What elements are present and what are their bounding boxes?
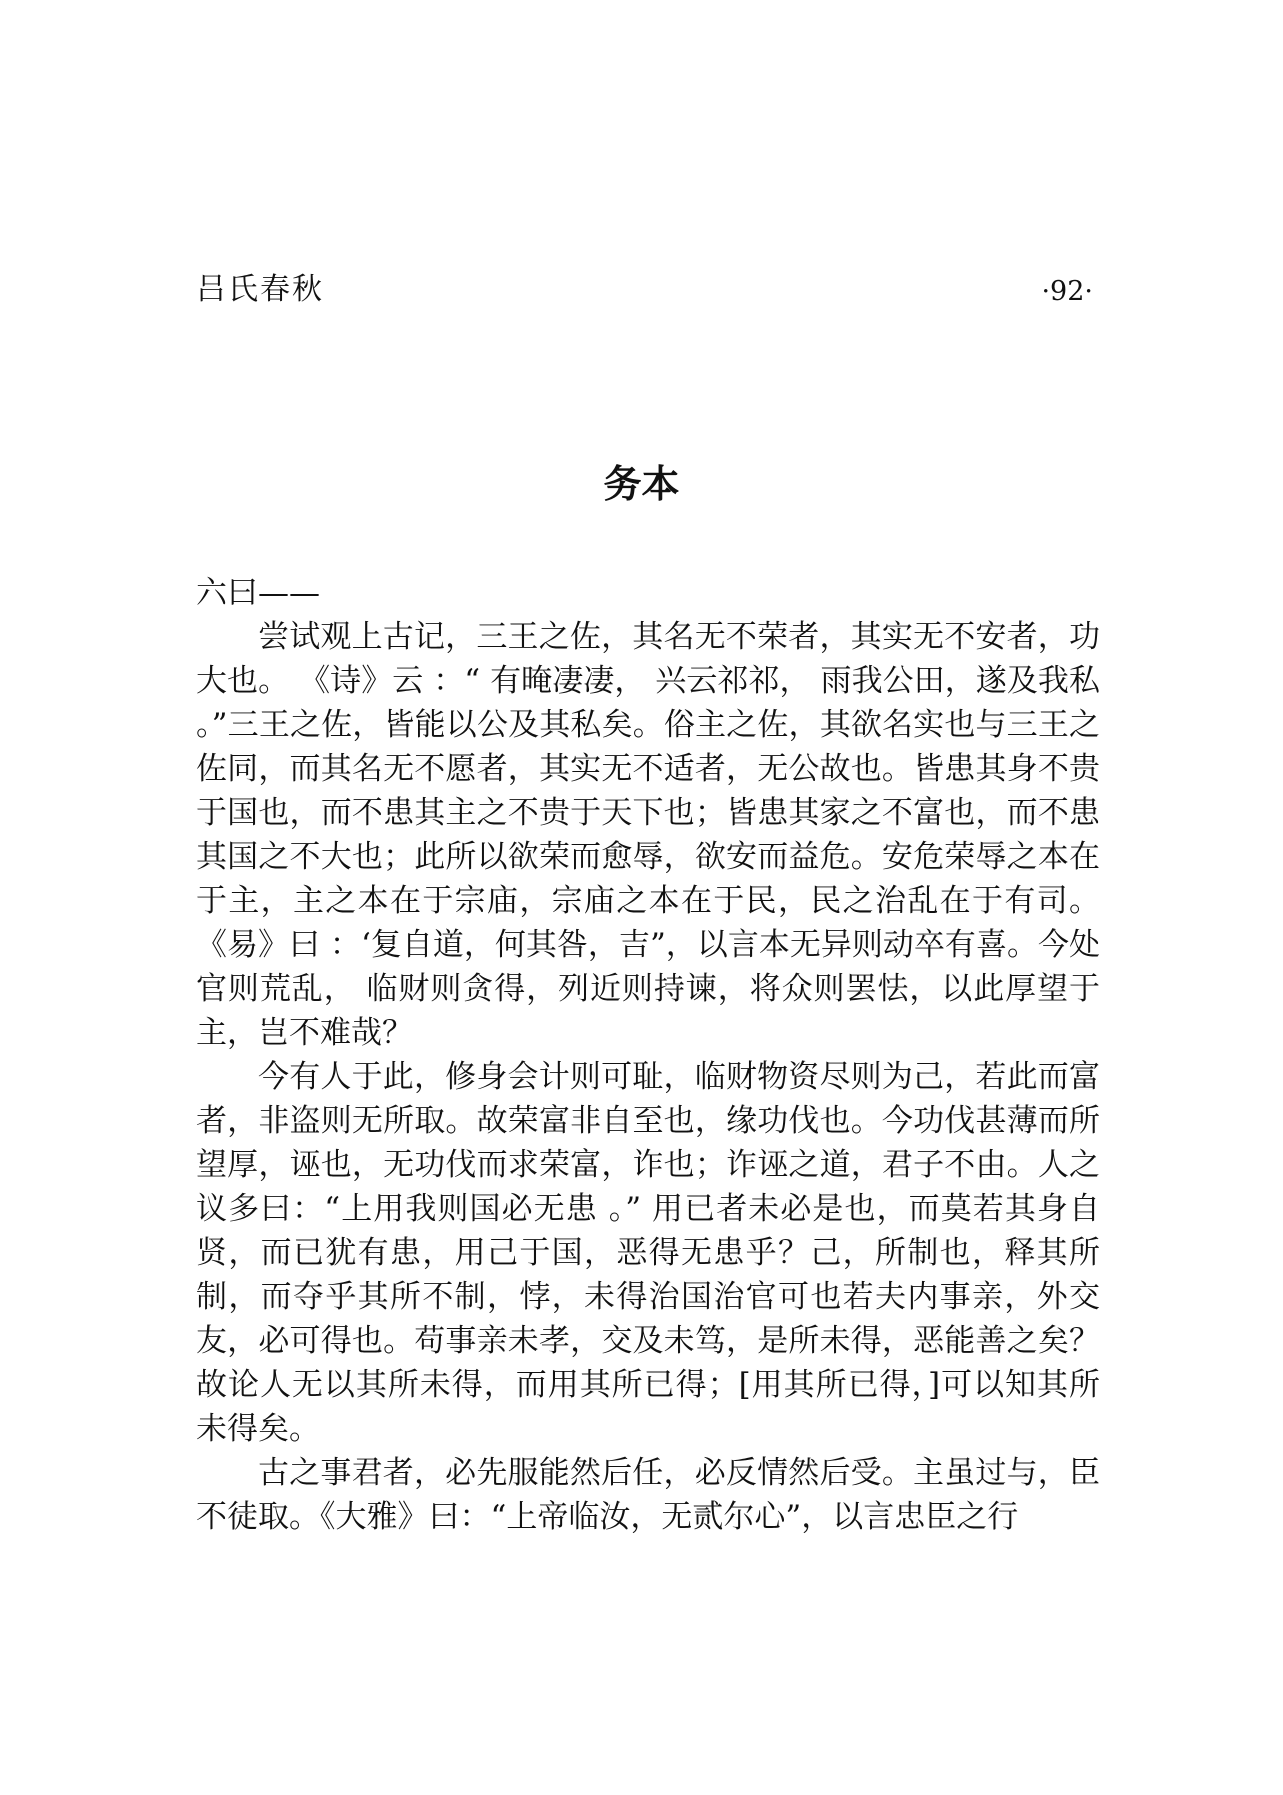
chapter-title: 务本	[603, 462, 680, 506]
date-line: 六曰——	[196, 575, 320, 611]
body-text	[196, 571, 1100, 1539]
paragraph-1: 尝试观上古记，三王之佐，其名无不荣者，其实无不安者，功大也。 《诗》云 ：“ 有晻凄凄， 兴云祁祁， 雨我公田，遂及我私 。”三王之佐，皆能以公及其私矣。俗主之佐，其欲名实也与三王之佐同，而其名无不愿者，其实无不适者，无公故也。皆患其身不贵于国也，而不患其主之不贵于天下也；皆患其家之不富也，而不患其国之不大也；此所以欲荣而愈辱，欲安而益危。安危荣辱之本在于主，主之本在于宗庙，宗庙之本在于民，民之治乱在于有司。《易》曰 ：‘复自道，何其咎，吉”，以言本无异则动卒有喜。今处官则荒乱， 临财则贪得，列近则持谏，将众则罢怯，以此厚望于主，岂不难哉？	[196, 619, 1100, 1051]
paragraph-2: 今有人于此，修身会计则可耻，临财物资尽则为己，若此而富者，非盗则无所取。故荣富非自至也，缘功伐也。今功伐甚薄而所望厚，诬也，无功伐而求荣富，诈也；诈诬之道，君子不由。人之议多曰：“上用我则国必无患 。” 用已者未必是也，而莫若其身自贤，而已犹有患，用己于国，恶得无患乎？己，所制也，释其所制，而夺乎其所不制，悖，未得治国治官可也若夫内事亲，外交友，必可得也。苟事亲未孝，交及未笃，是所未得，恶能善之矣？故论人无以其所未得，而用其所已得；[用其所已得，]可以知其所未得矣。	[196, 1059, 1100, 1447]
page-number: ·92·	[1041, 276, 1093, 307]
running-head-book-title: 吕氏春秋	[196, 272, 324, 307]
paragraph-3: 古之事君者，必先服能然后任，必反情然后受。主虽过与，臣不徒取。《大雅》曰：“上帝临汝，无贰尔心”，以言忠臣之行	[196, 1455, 1100, 1535]
